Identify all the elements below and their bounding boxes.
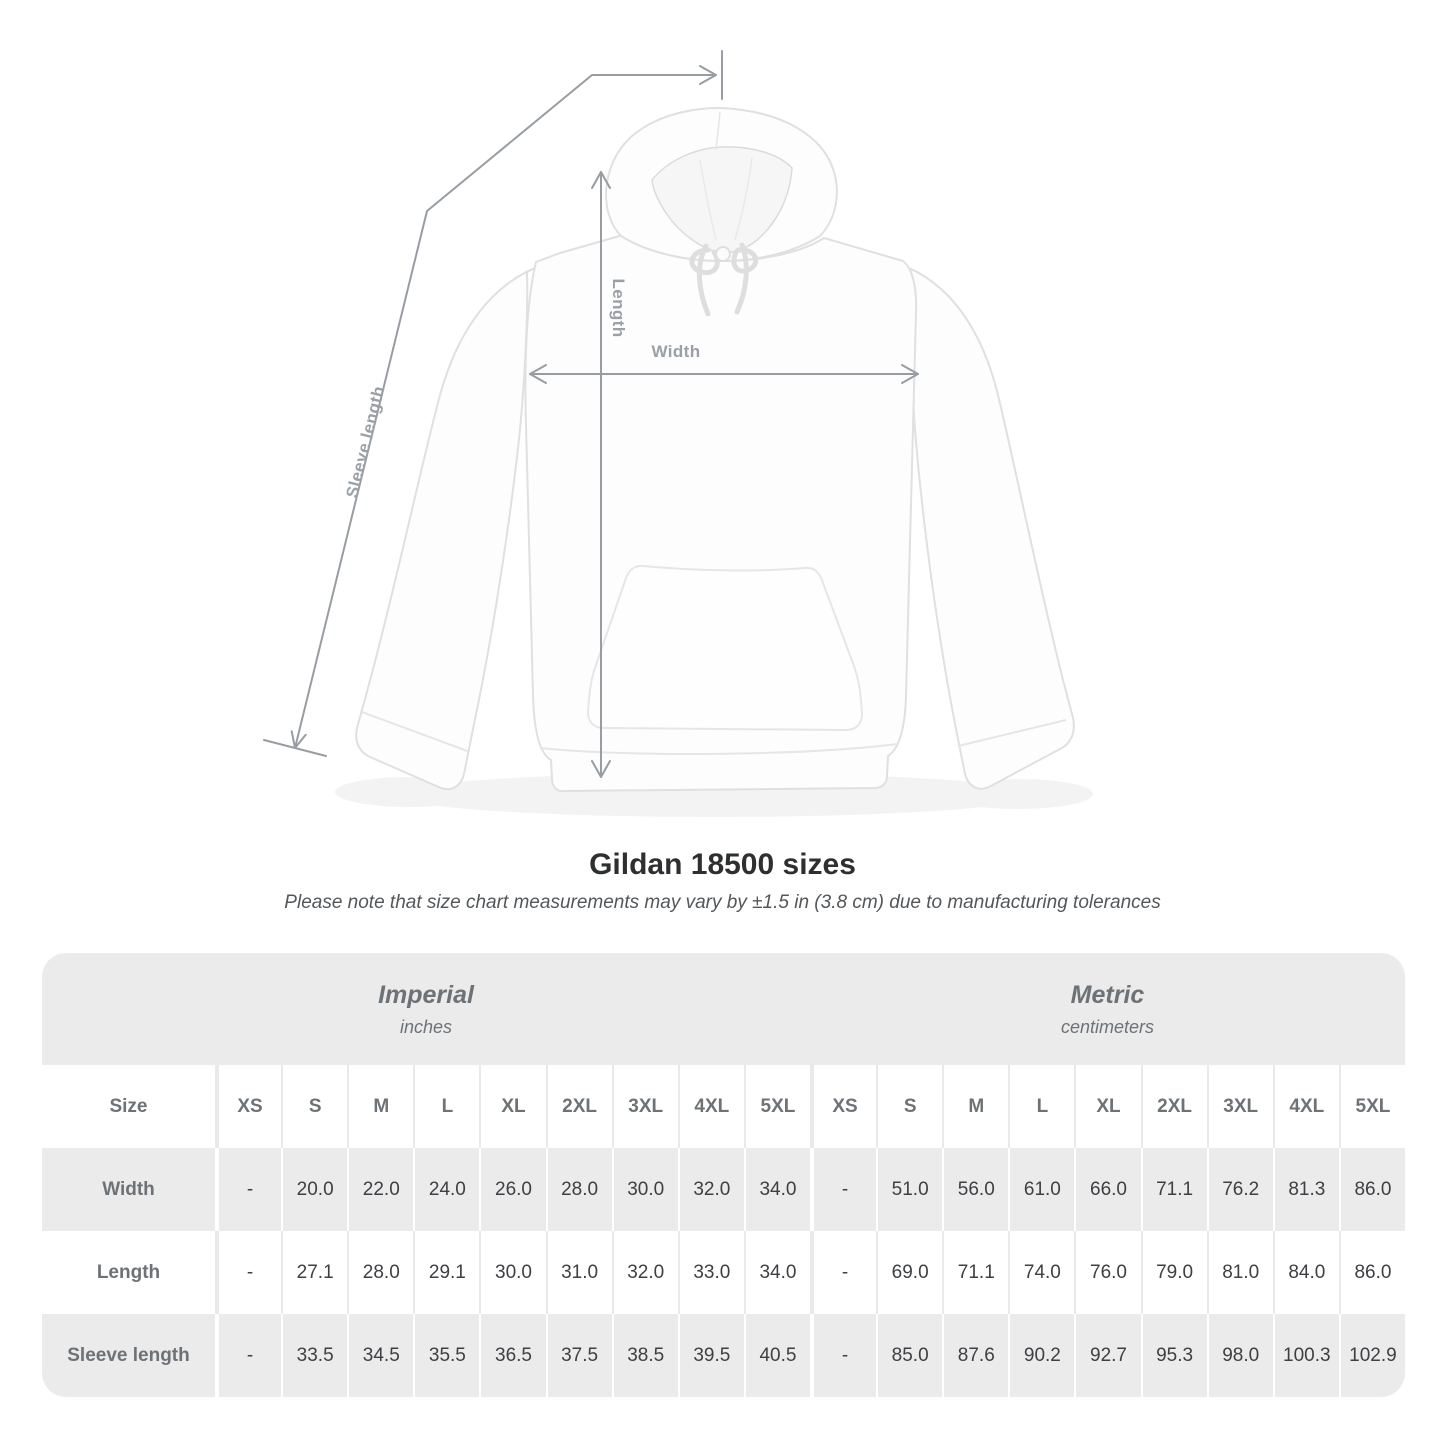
value-cell-imperial: 30.0 xyxy=(612,1148,678,1231)
size-header-metric-3xl: 3XL xyxy=(1207,1065,1273,1148)
value-cell-imperial: 34.0 xyxy=(744,1148,810,1231)
value-cell-metric: 76.2 xyxy=(1207,1148,1273,1231)
size-header-metric-l: L xyxy=(1008,1065,1074,1148)
value-cell-metric: 84.0 xyxy=(1273,1231,1339,1314)
size-header-imperial-2xl: 2XL xyxy=(546,1065,612,1148)
value-cell-metric: 79.0 xyxy=(1141,1231,1207,1314)
size-header-imperial-xl: XL xyxy=(479,1065,545,1148)
heading xyxy=(0,848,1445,914)
table-row-width xyxy=(42,1148,1405,1231)
size-header-imperial-l: L xyxy=(413,1065,479,1148)
value-cell-imperial: 22.0 xyxy=(347,1148,413,1231)
value-cell-imperial: 34.0 xyxy=(744,1231,810,1314)
size-table xyxy=(42,953,1405,1397)
width-label: Width xyxy=(651,342,701,361)
value-cell-metric: 85.0 xyxy=(876,1314,942,1397)
value-cell-imperial: 34.5 xyxy=(347,1314,413,1397)
value-cell-metric: 98.0 xyxy=(1207,1314,1273,1397)
size-header-imperial-xs: XS xyxy=(215,1065,281,1148)
unit-group-band xyxy=(42,953,1405,1065)
value-cell-imperial: 33.5 xyxy=(281,1314,347,1397)
measurement-row-label: Length xyxy=(96,1261,161,1283)
value-cell-imperial: 35.5 xyxy=(413,1314,479,1397)
value-cell-metric: 74.0 xyxy=(1008,1231,1074,1314)
size-header-metric-xl: XL xyxy=(1074,1065,1140,1148)
size-header-metric-m: M xyxy=(942,1065,1008,1148)
length-label: Length xyxy=(609,278,628,338)
page-title: Gildan 18500 sizes xyxy=(589,848,856,881)
value-cell-imperial: 33.0 xyxy=(678,1231,744,1314)
size-corner-label: Size xyxy=(109,1095,148,1117)
metric-group-header xyxy=(810,953,1405,1065)
value-cell-metric: 92.7 xyxy=(1074,1314,1140,1397)
value-cell-metric: 51.0 xyxy=(876,1148,942,1231)
value-cell-imperial: 32.0 xyxy=(678,1148,744,1231)
value-cell-imperial: 39.5 xyxy=(678,1314,744,1397)
value-cell-imperial: 26.0 xyxy=(479,1148,545,1231)
size-header-metric-xs: XS xyxy=(810,1065,876,1148)
sleeve-length-label: Sleeve length xyxy=(342,383,389,500)
value-cell-imperial: 27.1 xyxy=(281,1231,347,1314)
value-cell-metric: 71.1 xyxy=(1141,1148,1207,1231)
value-cell-metric: 56.0 xyxy=(942,1148,1008,1231)
imperial-group-unit: inches xyxy=(399,1016,453,1037)
metric-group-name: Metric xyxy=(1070,980,1145,1009)
value-cell-metric: 87.6 xyxy=(942,1314,1008,1397)
value-cell-imperial: 40.5 xyxy=(744,1314,810,1397)
tolerance-note: Please note that size chart measurements may vary by ±1.5 in (3.8 cm) due to manufacturing tolerances xyxy=(284,892,1161,913)
measurement-row-label: Sleeve length xyxy=(67,1344,190,1366)
table-row-length xyxy=(42,1231,1405,1314)
size-header-metric-2xl: 2XL xyxy=(1141,1065,1207,1148)
value-cell-imperial: 30.0 xyxy=(479,1231,545,1314)
value-cell-metric: - xyxy=(810,1231,876,1314)
value-cell-metric: - xyxy=(810,1314,876,1397)
left-sleeve xyxy=(356,264,545,789)
value-cell-imperial: 28.0 xyxy=(347,1231,413,1314)
size-header-imperial-5xl: 5XL xyxy=(744,1065,810,1148)
kangaroo-pocket xyxy=(588,566,862,730)
value-cell-imperial: 31.0 xyxy=(546,1231,612,1314)
value-cell-metric: 61.0 xyxy=(1008,1148,1074,1231)
value-cell-imperial: 24.0 xyxy=(413,1148,479,1231)
drawstring-knot xyxy=(716,247,730,261)
value-cell-imperial: 37.5 xyxy=(546,1314,612,1397)
value-cell-imperial: 20.0 xyxy=(281,1148,347,1231)
value-cell-metric: 71.1 xyxy=(942,1231,1008,1314)
value-cell-imperial: 28.0 xyxy=(546,1148,612,1231)
size-header-imperial-s: S xyxy=(281,1065,347,1148)
value-cell-imperial: - xyxy=(215,1148,281,1231)
value-cell-imperial: 38.5 xyxy=(612,1314,678,1397)
right-sleeve xyxy=(899,264,1074,789)
size-header-metric-s: S xyxy=(876,1065,942,1148)
table-row-sleeve-length xyxy=(42,1314,1405,1397)
value-cell-imperial: 36.5 xyxy=(479,1314,545,1397)
value-cell-metric: 90.2 xyxy=(1008,1314,1074,1397)
value-cell-imperial: - xyxy=(215,1231,281,1314)
imperial-group-header xyxy=(42,953,810,1065)
size-header-metric-4xl: 4XL xyxy=(1273,1065,1339,1148)
value-cell-metric: 86.0 xyxy=(1339,1148,1405,1231)
value-cell-metric: 81.3 xyxy=(1273,1148,1339,1231)
imperial-group-name: Imperial xyxy=(378,980,474,1009)
metric-group-unit: centimeters xyxy=(1060,1016,1155,1037)
value-cell-imperial: - xyxy=(215,1314,281,1397)
value-cell-metric: 81.0 xyxy=(1207,1231,1273,1314)
size-header-imperial-3xl: 3XL xyxy=(612,1065,678,1148)
value-cell-metric: 100.3 xyxy=(1273,1314,1339,1397)
value-cell-imperial: 29.1 xyxy=(413,1231,479,1314)
size-header-metric-5xl: 5XL xyxy=(1339,1065,1405,1148)
value-cell-metric: 86.0 xyxy=(1339,1231,1405,1314)
value-cell-imperial: 32.0 xyxy=(612,1231,678,1314)
value-cell-metric: 69.0 xyxy=(876,1231,942,1314)
size-header-row xyxy=(42,1065,1405,1148)
value-cell-metric: 95.3 xyxy=(1141,1314,1207,1397)
value-cell-metric: - xyxy=(810,1148,876,1231)
value-cell-metric: 102.9 xyxy=(1339,1314,1405,1397)
value-cell-metric: 66.0 xyxy=(1074,1148,1140,1231)
value-cell-metric: 76.0 xyxy=(1074,1231,1140,1314)
size-header-imperial-m: M xyxy=(347,1065,413,1148)
measurement-row-label: Width xyxy=(102,1178,155,1200)
size-header-imperial-4xl: 4XL xyxy=(678,1065,744,1148)
